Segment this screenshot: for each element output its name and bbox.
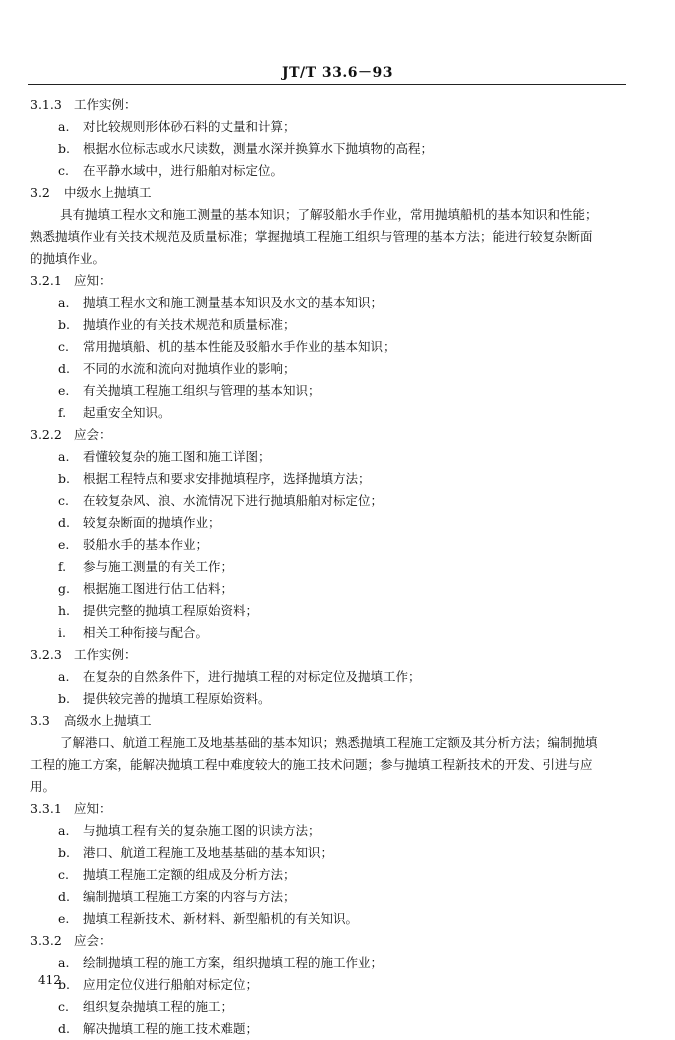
section-number: 3.2.1 [30, 273, 62, 288]
section-number: 3.1.3 [30, 97, 62, 112]
section-title: 应知： [74, 801, 112, 816]
list-text: 在复杂的自然条件下，进行抛填工程的对标定位及抛填工作； [83, 669, 421, 684]
list-marker: b. [58, 845, 70, 860]
list-text: 驳船水手的基本作业； [83, 537, 209, 552]
list-item [58, 820, 321, 842]
list-item [58, 952, 383, 974]
list-item [58, 292, 383, 314]
paragraph-line: 具有抛填工程水文和施工测量的基本知识；了解驳船水手作业，常用抛填船机的基本知识和性能； [60, 207, 598, 222]
list-item [58, 556, 233, 578]
list-marker: d. [58, 361, 70, 376]
list-text: 相关工种衔接与配合。 [83, 625, 209, 640]
list-text: 看懂较复杂的施工图和施工详图； [83, 449, 271, 464]
list-item [58, 402, 171, 424]
list-marker: b. [58, 141, 70, 156]
list-text: 抛填工程水文和施工测量基本知识及水文的基本知识； [83, 295, 384, 310]
paragraph-line: 了解港口、航道工程施工及地基基础的基本知识；熟悉抛填工程施工定额及其分析方法；编制抛填 [60, 735, 598, 750]
list-item [58, 468, 371, 490]
list-text: 提供完整的抛填工程原始资料； [83, 603, 259, 618]
header-divider [28, 84, 626, 85]
list-item [58, 600, 258, 622]
section-number: 3.2 [30, 185, 50, 200]
list-item [58, 358, 296, 380]
list-item [58, 490, 383, 512]
section-title: 应会： [74, 427, 112, 442]
list-text: 起重安全知识。 [83, 405, 171, 420]
list-text: 较复杂断面的抛填作业； [83, 515, 221, 530]
paragraph-line: 熟悉抛填作业有关技术规范及质量标准；掌握抛填工程施工组织与管理的基本方法；能进行较复杂断面 [30, 229, 593, 244]
list-item [58, 1018, 258, 1040]
list-text: 在平静水域中，进行船舶对标定位。 [83, 163, 284, 178]
list-marker: a. [58, 119, 70, 134]
list-text: 常用抛填船、机的基本性能及驳船水手作业的基本知识； [83, 339, 396, 354]
list-text: 与抛填工程有关的复杂施工图的识读方法； [83, 823, 321, 838]
list-marker: c. [58, 163, 69, 178]
section-heading-3-2-3 [30, 644, 137, 666]
list-marker: b. [58, 317, 70, 332]
list-text: 抛填工程施工定额的组成及分析方法； [83, 867, 296, 882]
list-item [58, 512, 221, 534]
list-marker: a. [58, 295, 70, 310]
list-text: 港口、航道工程施工及地基基础的基本知识； [83, 845, 334, 860]
list-text: 对比较规则形体砂石料的丈量和计算； [83, 119, 296, 134]
section-heading-3-2 [30, 182, 152, 204]
list-item [58, 842, 333, 864]
paragraph-line: 工程的施工方案，能解决抛填工程中难度较大的施工技术问题；参与抛填工程新技术的开发、引进与应 [30, 757, 593, 772]
list-marker: e. [58, 537, 70, 552]
list-marker: c. [58, 339, 69, 354]
list-marker: b. [58, 977, 70, 992]
list-item [58, 380, 321, 402]
page-header: JT/T 33.6－93 [281, 65, 394, 81]
section-number: 3.2.3 [30, 647, 62, 662]
list-item [58, 666, 421, 688]
list-text: 应用定位仪进行船舶对标定位； [83, 977, 259, 992]
section-title: 中级水上抛填工 [64, 185, 152, 200]
list-marker: f. [58, 559, 67, 574]
list-marker: e. [58, 911, 70, 926]
list-marker: c. [58, 867, 69, 882]
list-marker: d. [58, 889, 70, 904]
list-item [58, 336, 396, 358]
list-marker: e. [58, 383, 70, 398]
list-marker: b. [58, 471, 70, 486]
list-item [58, 688, 271, 710]
section-title: 应会： [74, 933, 112, 948]
list-item [58, 446, 271, 468]
list-marker: h. [58, 603, 71, 618]
list-item [58, 578, 233, 600]
list-item [58, 996, 233, 1018]
section-heading-3-3-2 [30, 930, 112, 952]
list-text: 有关抛填工程施工组织与管理的基本知识； [83, 383, 321, 398]
list-marker: a. [58, 449, 70, 464]
list-text: 根据水位标志或水尺读数，测量水深并换算水下抛填物的高程； [83, 141, 434, 156]
list-marker: d. [58, 515, 70, 530]
section-number: 3.2.2 [30, 427, 62, 442]
section-number: 3.3.2 [30, 933, 62, 948]
list-item [58, 160, 283, 182]
section-heading-3-2-1 [30, 270, 112, 292]
list-item [58, 622, 208, 644]
list-marker: b. [58, 691, 70, 706]
list-text: 在较复杂风、浪、水流情况下进行抛填船舶对标定位； [83, 493, 384, 508]
list-text: 解决抛填工程的施工技术难题； [83, 1021, 259, 1036]
section-heading-3-3 [30, 710, 152, 732]
paragraph-line: 的抛填作业。 [30, 251, 106, 266]
section-title: 工作实例： [74, 647, 137, 662]
list-marker: f. [58, 405, 67, 420]
section-title: 工作实例： [74, 97, 137, 112]
list-item [58, 534, 208, 556]
paragraph-line: 用。 [30, 779, 56, 794]
list-item [58, 116, 296, 138]
list-marker: a. [58, 823, 70, 838]
list-marker: c. [58, 999, 69, 1014]
list-item [58, 864, 296, 886]
list-text: 组织复杂抛填工程的施工； [83, 999, 234, 1014]
section-heading-3-1-3 [30, 94, 137, 116]
list-marker: a. [58, 955, 70, 970]
list-marker: g. [58, 581, 70, 596]
section-title: 高级水上抛填工 [64, 713, 152, 728]
section-number: 3.3.1 [30, 801, 62, 816]
list-text: 不同的水流和流向对抛填作业的影响； [83, 361, 296, 376]
section-heading-3-2-2 [30, 424, 112, 446]
list-text: 根据施工图进行估工估料； [83, 581, 234, 596]
page-number: 412 [38, 973, 61, 987]
list-item [58, 908, 358, 930]
list-item [58, 886, 296, 908]
section-heading-3-3-1 [30, 798, 112, 820]
list-text: 抛填作业的有关技术规范和质量标准； [83, 317, 296, 332]
list-text: 根据工程特点和要求安排抛填程序，选择抛填方法； [83, 471, 371, 486]
section-title: 应知： [74, 273, 112, 288]
list-marker: c. [58, 493, 69, 508]
list-text: 提供较完善的抛填工程原始资料。 [83, 691, 271, 706]
section-number: 3.3 [30, 713, 50, 728]
list-text: 编制抛填工程施工方案的内容与方法； [83, 889, 296, 904]
list-marker: i. [58, 625, 66, 640]
list-text: 抛填工程新技术、新材料、新型船机的有关知识。 [83, 911, 359, 926]
list-item [58, 138, 433, 160]
list-text: 绘制抛填工程的施工方案，组织抛填工程的施工作业； [83, 955, 384, 970]
list-item [58, 314, 296, 336]
list-marker: d. [58, 1021, 70, 1036]
list-text: 参与施工测量的有关工作； [83, 559, 234, 574]
list-item [58, 974, 258, 996]
list-marker: a. [58, 669, 70, 684]
